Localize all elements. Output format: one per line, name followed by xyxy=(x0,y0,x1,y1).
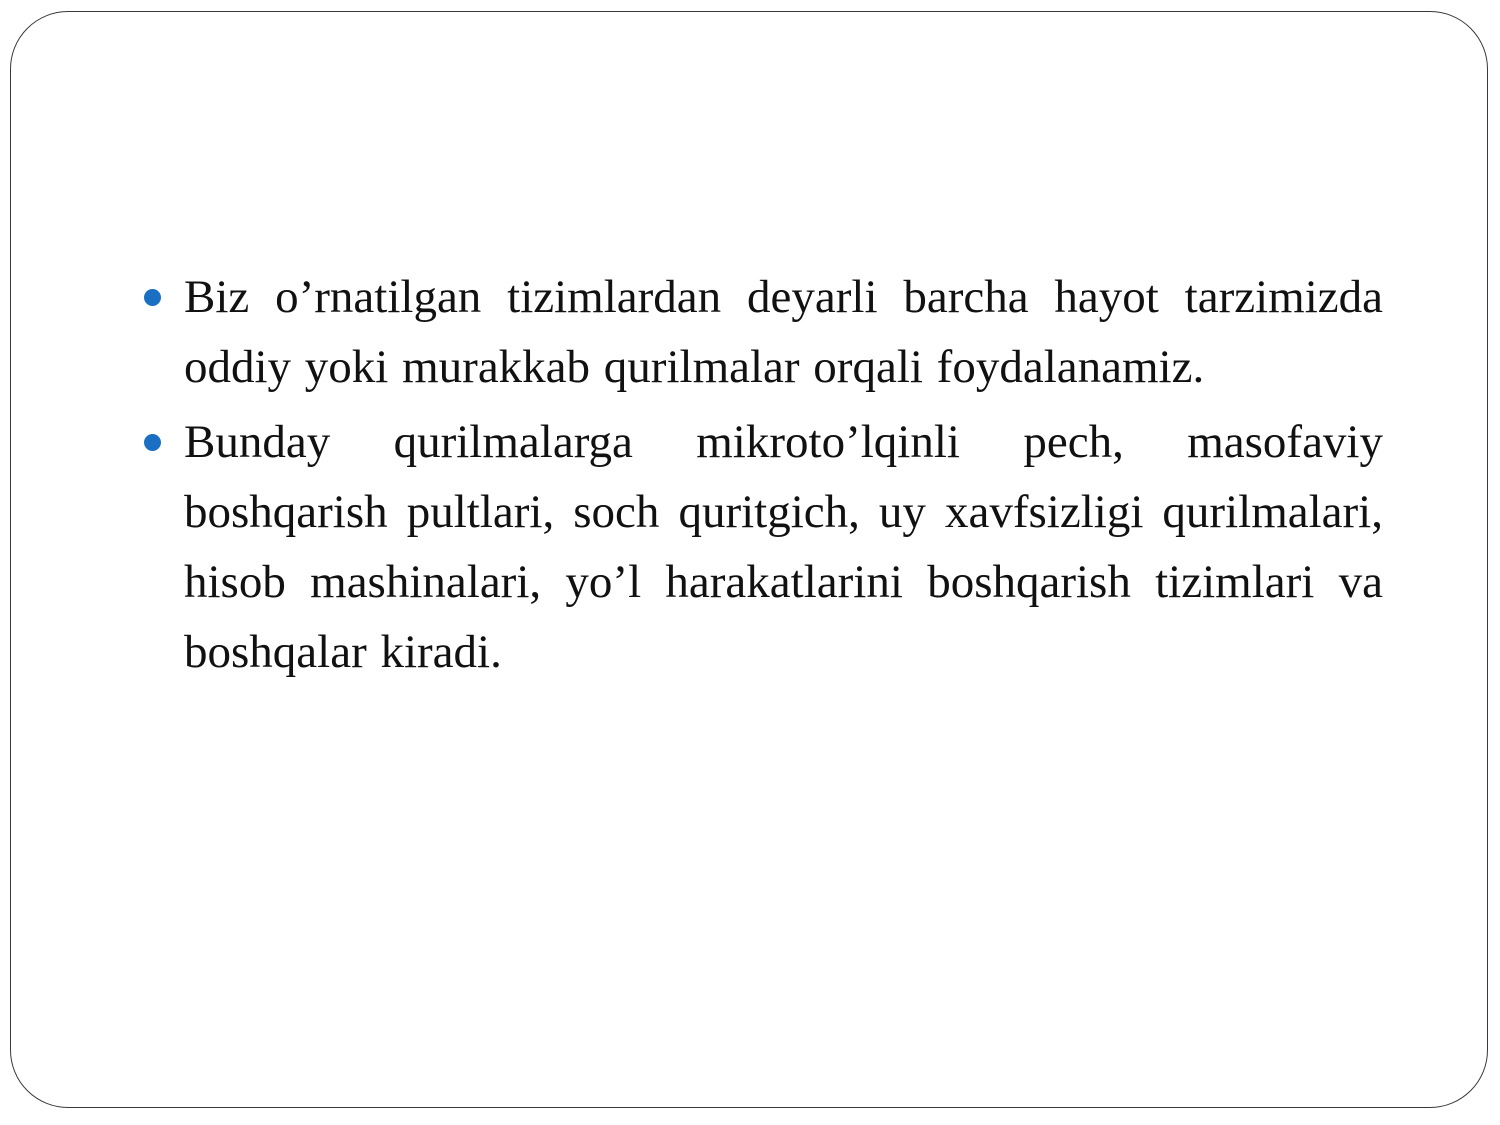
bullet-dot-icon xyxy=(144,434,161,451)
list-item xyxy=(141,407,1383,687)
bullet-text: Biz o’rnatilgan tizimlardan deyarli barcha hayot tarzimizda oddiy yoki murakkab qurilmalar orqali foydalanamiz. xyxy=(184,271,1383,393)
slide-content xyxy=(141,262,1383,692)
bullet-dot-icon xyxy=(144,289,161,306)
bullet-text: Bunday qurilmalarga mikroto’lqinli pech, masofaviy boshqarish pultlari, soch quritgich, uy xavfsizligi qurilmalari, hisob mashinalari, yo’l harakatlarini boshqarish tizimlari va boshqalar kiradi. xyxy=(184,416,1383,678)
list-item xyxy=(141,262,1383,402)
bullet-list xyxy=(141,262,1383,687)
slide-frame xyxy=(10,11,1488,1108)
